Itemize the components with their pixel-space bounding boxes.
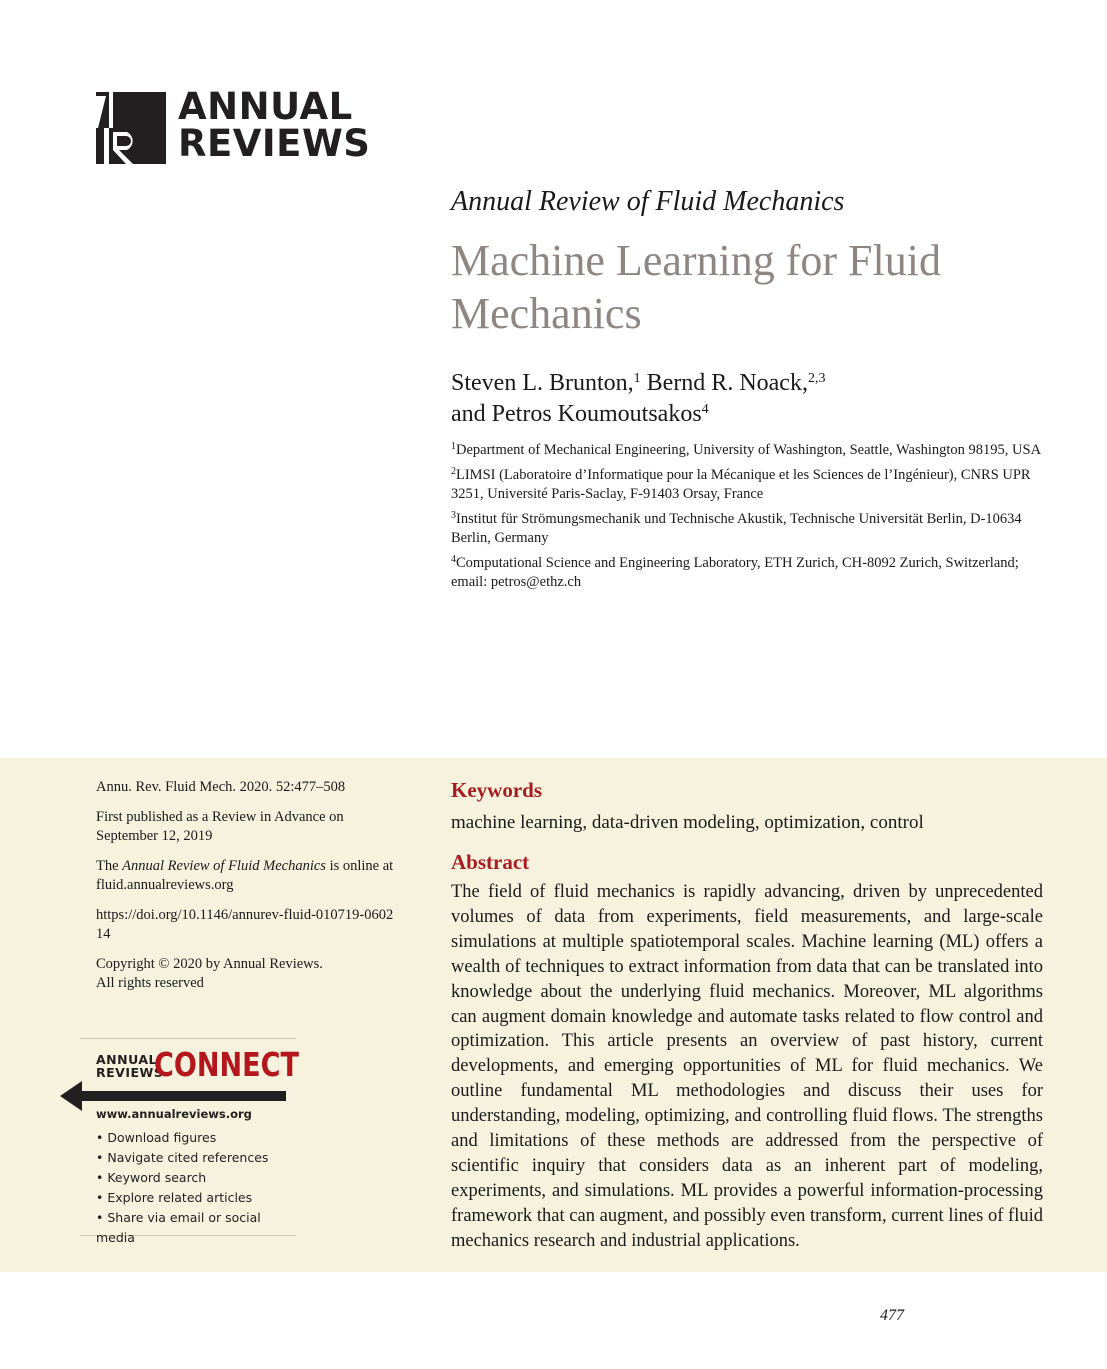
copyright: Copyright © 2020 by Annual Reviews. <box>96 956 323 972</box>
citation: Annu. Rev. Fluid Mech. 2020. 52:477–508 <box>96 779 346 795</box>
abstract-heading: Abstract <box>451 850 530 874</box>
list-item: • Download figures <box>96 1130 217 1145</box>
annual-reviews-connect-box[interactable] <box>80 1038 299 1245</box>
logo-line-reviews: REVIEWS <box>178 122 371 165</box>
online-post: is online at fluid.annualreviews.org <box>96 858 394 893</box>
logo-line-annual: ANNUAL <box>178 85 353 128</box>
connect-annual: ANNUAL <box>96 1052 158 1067</box>
connect-url[interactable]: www.annualreviews.org <box>96 1107 252 1121</box>
page-number: 477 <box>880 1307 904 1324</box>
author-brunton: Steven L. Brunton, <box>451 370 634 396</box>
author-noack: Bernd R. Noack, <box>640 370 808 396</box>
first-published: First published as a Review in Advance on September 12, 2019 <box>96 809 344 844</box>
affiliation-text: LIMSI (Laboratoire d’Informatique pour la Mécanique et les Sciences de l’Ingénieur), CNRS UPR 3251, Université Paris-Saclay, F-91403 Orsay, France <box>451 467 1031 502</box>
online-pre: The <box>96 858 123 874</box>
list-item: • Share via email or social media <box>96 1210 261 1245</box>
annual-reviews-logo <box>96 85 371 166</box>
keywords-text: machine learning, data-driven modeling, optimization, control <box>451 812 924 833</box>
connect-features-list <box>96 1128 296 1248</box>
affiliation <box>451 554 1051 592</box>
affiliation-text: Computational Science and Engineering Laboratory, ETH Zurich, CH-8092 Zurich, Switzerland; email: petros@ethz.ch <box>451 555 1019 590</box>
connect-title: CONNECT <box>154 1045 299 1084</box>
affiliation <box>451 466 1051 504</box>
list-item: • Navigate cited references <box>96 1150 269 1165</box>
affiliation-sup: 4 <box>451 554 456 565</box>
online-notice <box>96 857 396 895</box>
list-item: • Explore related articles <box>96 1190 253 1205</box>
list-item: • Keyword search <box>96 1170 207 1185</box>
article-metadata-sidebar <box>96 778 416 993</box>
affiliation-sup: 2 <box>451 466 456 477</box>
affiliation-sup: 1 <box>451 441 456 452</box>
doi-link[interactable]: https://doi.org/10.1146/annurev-fluid-010719-060214 <box>96 907 394 942</box>
rights: All rights reserved <box>96 975 204 991</box>
author-sup: 1 <box>633 371 641 386</box>
connect-reviews: REVIEWS <box>96 1065 164 1080</box>
affiliation-text: Institut für Strömungsmechanik und Technische Akustik, Technische Universität Berlin, D-10634 Berlin, Germany <box>451 511 1022 546</box>
affiliations <box>451 441 1051 598</box>
affiliation <box>451 441 1051 460</box>
main-column <box>451 776 1043 1254</box>
author-sup: 4 <box>701 402 709 417</box>
journal-name: Annual Review of Fluid Mechanics <box>451 186 845 217</box>
article-title: Machine Learning for Fluid Mechanics <box>451 236 941 338</box>
affiliation-text: Department of Mechanical Engineering, University of Washington, Seattle, Washington 98195, USA <box>456 442 1042 458</box>
affiliation <box>451 510 1051 548</box>
author-sup: 2,3 <box>807 371 826 386</box>
affiliation-sup: 3 <box>451 510 456 521</box>
author-list <box>451 368 1051 430</box>
ar-logo-mark-icon <box>96 92 166 164</box>
keywords-heading: Keywords <box>451 778 542 802</box>
author-koumoutsakos: and Petros Koumoutsakos <box>451 401 702 427</box>
abstract-text: The field of fluid mechanics is rapidly advancing, driven by unprecedented volumes of data from experiments, field measurements, and large-scale simulations at multiple spatiotemporal scales. Machine learning (ML) offers a wealth of techniques to extract information from data that can be translated into knowledge about the underlying fluid mechanics. Moreover, ML algorithms can augment domain knowledge and automate tasks related to flow control and optimization. This article presents an overview of past history, current developments, and emerging opportunities of ML for fluid mechanics. We outline fundamental ML methodologies and discuss their uses for understanding, modeling, optimizing, and controlling fluid flows. The strengths and limitations of these methods are addressed from the perspective of scientific inquiry that considers data as an inherent part of modeling, experiments, and simulations. ML provides a powerful information-processing framework that can augment, and possibly even transform, current lines of fluid mechanics research and industrial applications. <box>451 882 1043 1251</box>
online-journal: Annual Review of Fluid Mechanics <box>122 858 326 874</box>
